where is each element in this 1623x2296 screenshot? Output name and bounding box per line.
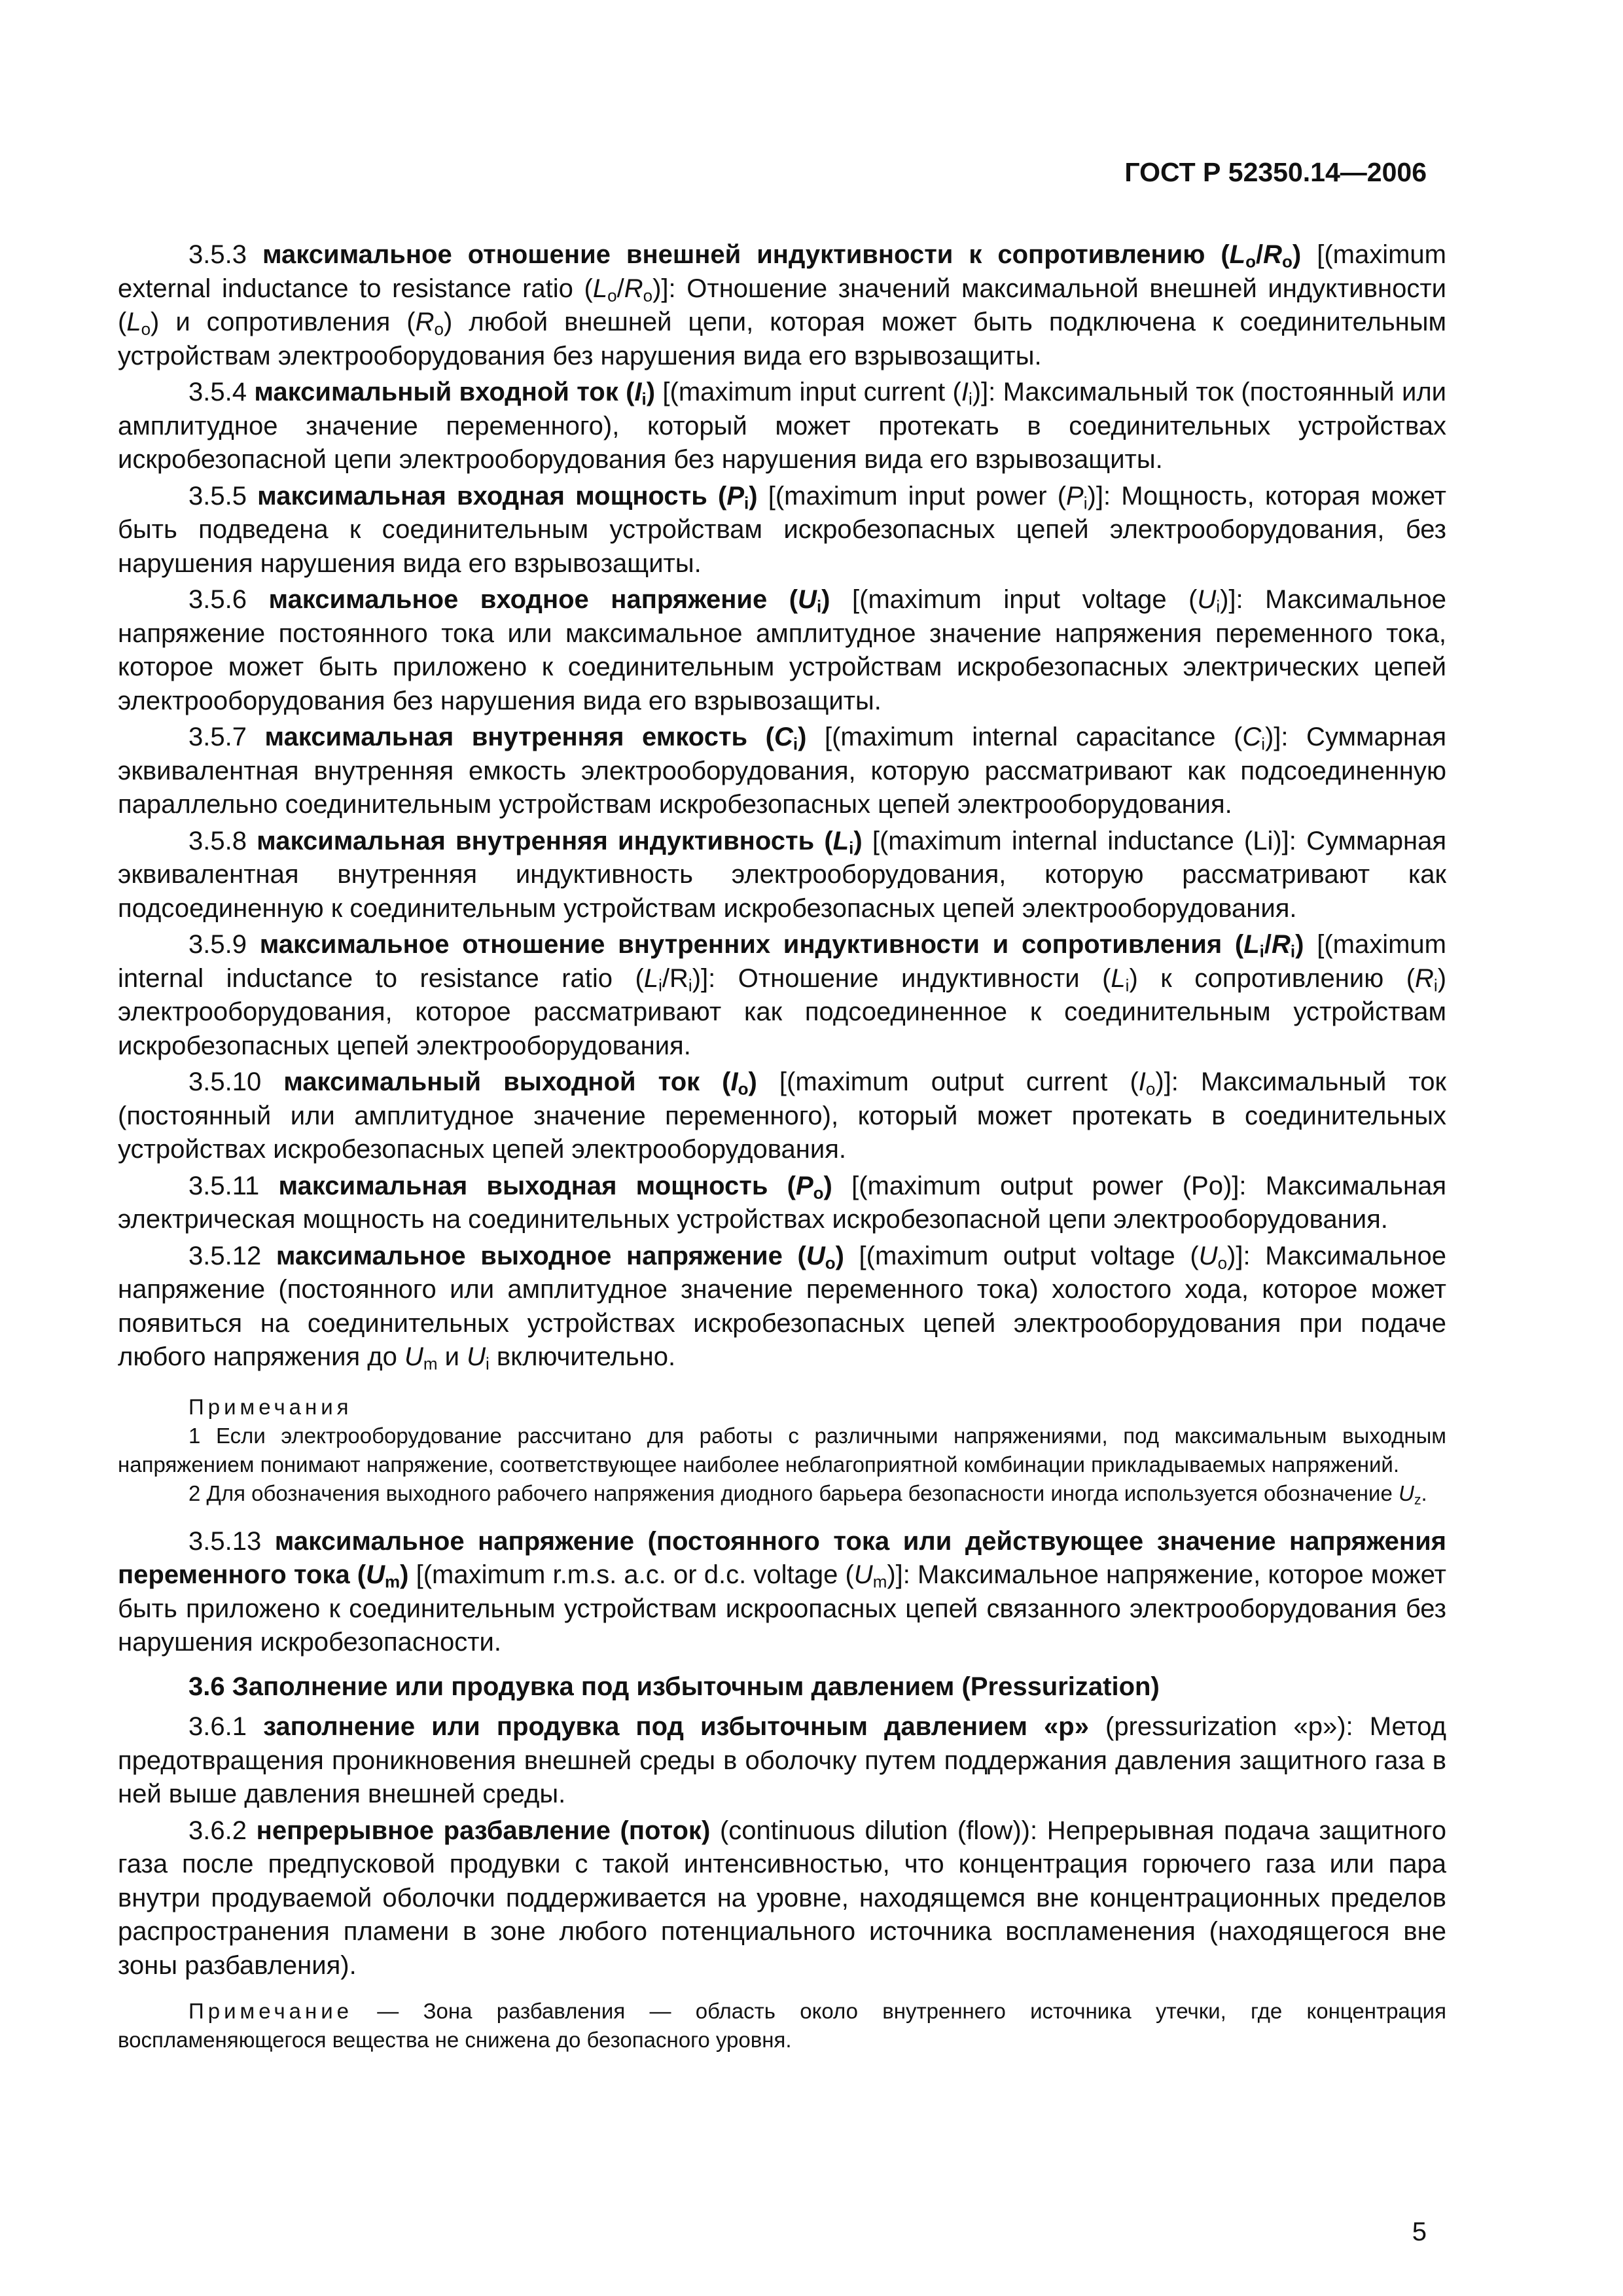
symbol: P	[726, 481, 744, 511]
notes-title: Примечания	[188, 1394, 353, 1419]
term-text: максимальная внутренняя емкость (	[264, 723, 774, 751]
subscript: m	[423, 1354, 438, 1374]
symbol: I	[1138, 1067, 1146, 1096]
english-term: [(maximum r.m.s. a.c. or d.c. voltage (	[408, 1560, 854, 1589]
clause-3-5-6	[118, 583, 1446, 718]
note-text: — Зона разбавления — область около внутреннего источника утечки, где концентрация воспламеняющегося вещества не снижена до безопасного уровня.	[118, 1999, 1446, 2052]
symbol: I	[634, 378, 642, 406]
subscript: o	[434, 319, 444, 339]
symbol: R	[1263, 240, 1282, 269]
definition-text: ) к сопротивлению (	[1129, 963, 1416, 993]
page-number: 5	[1412, 2217, 1427, 2246]
subscript: i	[849, 838, 854, 857]
slash: /	[662, 963, 670, 993]
subscript: o	[1282, 251, 1293, 272]
symbol: U	[1197, 585, 1217, 614]
english-term: [(maximum input voltage (	[830, 585, 1198, 614]
definition-text: (continuous dilution (flow)): Непрерывная подача защитного газа после предпусковой продувки с такой интенсивностью, что концентрация горючего газа или пара внутри продуваемой оболочки поддерживается на уровне, находящемся вне концентрационных пределов распространения пламени в зоне любого потенциального источника воспламенения (находящегося вне зоны разбавления).	[118, 1816, 1446, 1980]
english-term: [(maximum internal inductance to resistance ratio (	[118, 930, 1446, 993]
paren: )	[1292, 240, 1302, 269]
symbol: R	[1272, 930, 1291, 959]
clause-3-5-5	[118, 480, 1446, 581]
definition-text: )]: Максимальное напряжение постоянного тока или максимальное амплитудное значение напряжения переменного тока, которое может быть приложено к соединительным устройствам искробезопасных электрических цепей электрооборудования без нарушения вида его взрывозащиты.	[118, 585, 1446, 715]
symbol: U	[467, 1342, 486, 1371]
definition-text: )]: Отношение значений максимальной внешней индуктивности (	[118, 274, 1446, 336]
clause-3-5-7	[118, 721, 1446, 822]
subscript: i	[1125, 975, 1130, 995]
symbol: L	[1243, 930, 1260, 959]
term-text: максимальная выходная мощность (	[278, 1171, 796, 1200]
section-heading-3-6: 3.6 Заполнение или продувка под избыточным давлением (Pressurization)	[188, 1672, 1160, 1701]
term-text: максимальный выходной ток (	[283, 1067, 731, 1096]
definition-text: )]: Суммарная эквивалентная внутренняя емкость электрооборудования, которую рассматривают как подсоединенную параллельно соединительным устройствам искробезопасных цепей электрооборудования.	[118, 723, 1446, 819]
symbol: L	[1229, 240, 1246, 269]
paren: )	[798, 723, 807, 751]
clause-3-5-12	[118, 1240, 1446, 1374]
clause-number: 3.5.4	[188, 378, 247, 406]
subscript: o	[738, 1079, 749, 1099]
clause-3-5-8	[118, 825, 1446, 926]
term	[276, 1242, 844, 1270]
subscript: i	[816, 596, 822, 617]
definition-text: [(maximum output power (Po)]: Максимальная электрическая мощность на соединительных устройствах искробезопасной цепи электрооборудования.	[118, 1171, 1446, 1234]
note-1: 1 Если электрооборудование рассчитано для работы с различными напряжениями, под максимальным выходным напряжением понимают напряжение, соответствующее наиболее неблагоприятной комбинации прикладываемых напряжений.	[118, 1423, 1446, 1477]
definition-text: )]: Максимальный ток (постоянный или амплитудное значение переменного), который может протекать в соединительных устройствах искробезопасной цепи электрооборудования без нарушения вида его взрывозащиты.	[118, 378, 1447, 474]
subscript: i	[1290, 941, 1296, 961]
subscript: i	[1216, 596, 1221, 617]
symbol: R	[1415, 963, 1434, 993]
symbol: U	[1398, 1480, 1414, 1505]
definition-text: )]: Максимальное напряжение (постоянного или амплитудное значение переменного тока) холостого хода, которое может появиться на соединительных устройствах искробезопасных цепей электрооборудования при подаче любого напряжения до	[118, 1241, 1447, 1371]
english-term: [(maximum external inductance to resistance ratio (	[118, 240, 1446, 303]
subscript: i	[968, 389, 972, 409]
symbol: I	[961, 378, 969, 406]
subscript: m	[384, 1571, 401, 1592]
symbol: U	[798, 585, 817, 614]
clause-3-5-3	[118, 238, 1446, 373]
symbol: P	[1066, 481, 1084, 511]
subscript: i	[793, 734, 798, 754]
note-text: 2 Для обозначения выходного рабочего напряжения диодного барьера безопасности иногда используется обозначение	[188, 1480, 1399, 1505]
symbol: C	[1242, 723, 1262, 751]
term	[278, 1172, 832, 1200]
symbol: R	[669, 963, 688, 993]
term	[264, 723, 807, 754]
clause-number: 3.5.5	[188, 481, 247, 511]
subscript: o	[1217, 1253, 1228, 1272]
final-note	[118, 1997, 1446, 2054]
clause-number: 3.5.8	[188, 826, 247, 855]
definition-text: и	[437, 1342, 467, 1371]
term	[283, 1067, 757, 1099]
subscript: i	[641, 389, 647, 409]
symbol: U	[806, 1241, 825, 1270]
note-label: Примечание	[188, 1999, 353, 2023]
definition-text: )]: Максимальный ток (постоянный или амплитудное значение переменного), который может протекать в соединительных устройствах искробезопасных цепей электрооборудования.	[118, 1067, 1446, 1164]
symbol: P	[795, 1171, 813, 1200]
definition-text: )]: Максимальное напряжение, которое может быть приложено к соединительным устройствам искроопасных цепей связанного электрооборудования без нарушения искробезопасности.	[118, 1560, 1447, 1657]
clause-3-5-9	[118, 928, 1446, 1063]
slash: /	[1264, 930, 1272, 959]
english-term: [(maximum output voltage (	[844, 1241, 1199, 1270]
note-text: .	[1421, 1480, 1427, 1505]
clause-number: 3.5.11	[188, 1171, 260, 1200]
term: заполнение или продувка под избыточным давлением «р»	[263, 1712, 1089, 1741]
clause-3-6-2	[118, 1814, 1446, 1983]
symbol: R	[624, 274, 643, 303]
definition-text: ) и сопротивления (	[151, 308, 416, 336]
slash: /	[1255, 240, 1264, 269]
subscript: m	[872, 1571, 887, 1592]
term-text: максимальное отношение внешней индуктивности к сопротивлению (	[262, 240, 1230, 269]
subscript: o	[1245, 251, 1256, 272]
clause-3-5-4	[118, 376, 1446, 477]
symbol: L	[126, 308, 141, 336]
clause-number: 3.5.7	[188, 723, 247, 751]
english-term: [(maximum input power (	[757, 481, 1067, 511]
clause-3-5-11	[118, 1170, 1446, 1237]
term-text: максимальная внутренняя индуктивность (	[257, 826, 833, 855]
symbol: U	[853, 1560, 873, 1589]
slash: /	[616, 274, 624, 303]
definition-text: ) электрооборудования, которое рассматривают как подсоединенное к соединительным устройствам искробезопасных цепей электрооборудования.	[118, 963, 1447, 1060]
term-text: максимальный входной ток (	[254, 378, 635, 406]
clause-number: 3.5.10	[188, 1067, 262, 1096]
document-body	[118, 236, 1446, 2054]
symbol: L	[832, 826, 849, 855]
subscript: i	[1259, 941, 1264, 961]
paren: )	[853, 826, 863, 855]
clause-3-6-1	[118, 1710, 1446, 1812]
definition-text: ) любой внешней цепи, которая может быть подключена к соединительным устройствам электрооборудования без нарушения вида его взрывозащиты.	[118, 308, 1446, 370]
clause-number: 3.5.12	[188, 1241, 262, 1270]
symbol: I	[730, 1067, 738, 1096]
term-text: максимальное входное напряжение (	[268, 585, 798, 614]
term	[254, 378, 656, 409]
definition-text: )]: Мощность, которая может быть подведена к соединительным устройствам искробезопасных цепей электрооборудования, без нарушения нарушения вида его взрывозащиты.	[118, 481, 1446, 578]
symbol: U	[1198, 1241, 1218, 1270]
clause-3-5-13	[118, 1525, 1446, 1660]
final-note-text	[118, 1997, 1446, 2054]
symbol: R	[415, 308, 435, 336]
term	[260, 930, 1304, 959]
paren: )	[748, 1067, 757, 1096]
subscript: o	[643, 285, 653, 305]
symbol: C	[774, 723, 793, 751]
subscript: i	[1083, 493, 1088, 512]
clause-number: 3.6.1	[188, 1712, 247, 1741]
document-header: ГОСТ Р 52350.14—2006	[1124, 157, 1427, 187]
clause-3-5-10	[118, 1066, 1446, 1167]
term	[257, 827, 863, 855]
clause-number: 3.5.6	[188, 585, 247, 614]
subscript: o	[607, 285, 617, 305]
term-text: максимальное отношение внутренних индуктивности и сопротивления (	[259, 930, 1244, 959]
note-2	[118, 1479, 1446, 1508]
english-term: [(maximum output current (	[757, 1067, 1139, 1096]
paren: )	[646, 378, 656, 406]
subscript: o	[141, 319, 151, 339]
paren: )	[749, 481, 758, 511]
subscript: o	[1145, 1079, 1156, 1099]
term-text: максимальное напряжение (постоянного тока или действующее значение напряжения переменного тока (	[118, 1526, 1446, 1589]
subscript: i	[744, 493, 749, 512]
paren: )	[1295, 930, 1304, 959]
subscript: i	[1261, 734, 1265, 754]
subscript: i	[485, 1354, 490, 1374]
definition-text: [(maximum internal inductance (Li)]: Суммарная эквивалентная внутренняя индуктивность электрооборудования, которую рассматривают как подсоединенную к соединительным устройствам искробезопасных цепей электрооборудования.	[118, 826, 1446, 923]
definition-text: )]: Отношение индуктивности (	[692, 963, 1111, 993]
term: непрерывное разбавление (поток)	[256, 1816, 711, 1845]
paren: )	[400, 1560, 409, 1589]
subscript: o	[813, 1183, 824, 1202]
paren: )	[823, 1171, 832, 1200]
symbol: L	[1111, 963, 1126, 993]
symbol: L	[592, 274, 608, 303]
term-text: максимальная входная мощность (	[257, 481, 727, 511]
symbol: U	[366, 1560, 385, 1589]
subscript: i	[688, 975, 692, 995]
paren: )	[835, 1241, 844, 1270]
english-term: [(maximum input current (	[655, 378, 961, 406]
clause-number: 3.5.3	[188, 240, 247, 269]
term-text: максимальное выходное напряжение (	[276, 1241, 806, 1270]
term	[268, 585, 830, 617]
symbol: U	[404, 1342, 423, 1371]
symbol: L	[643, 963, 659, 993]
clause-number: 3.6.2	[188, 1816, 247, 1845]
clause-number: 3.5.9	[188, 930, 247, 959]
term	[257, 482, 757, 511]
definition-text: включительно.	[489, 1342, 676, 1371]
notes-block	[118, 1393, 1446, 1508]
subscript: o	[825, 1253, 836, 1272]
definition-text: (pressurization «р»): Метод предотвращения проникновения внешней среды в оболочку путем поддержания давления защитного газа в ней выше давления внешней среды.	[118, 1712, 1446, 1808]
paren: )	[821, 585, 830, 614]
subscript: i	[1433, 975, 1438, 995]
term	[262, 240, 1302, 272]
subscript: z	[1414, 1491, 1421, 1507]
clause-number: 3.5.13	[188, 1526, 262, 1556]
subscript: i	[658, 975, 662, 995]
english-term: [(maximum internal capacitance (	[806, 723, 1243, 751]
